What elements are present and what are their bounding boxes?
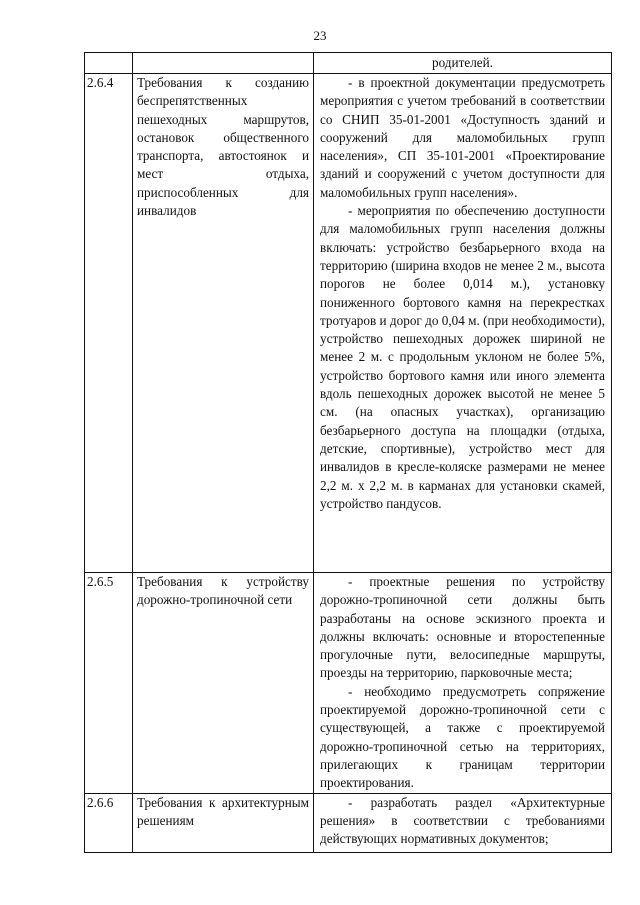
section-title: Требования к созданию беспрепятственных пешеходных маршрутов, остановок общественного транспорта, автостоянок и мест отдыха, приспособленных для инвалидов xyxy=(133,74,314,573)
requirements-table xyxy=(84,52,612,853)
section-text xyxy=(314,74,612,573)
page-number: 23 xyxy=(313,28,327,43)
section-text xyxy=(314,793,612,852)
section-title-cell xyxy=(133,53,314,74)
table-row xyxy=(85,573,612,794)
continuation-text: родителей. xyxy=(432,55,493,70)
section-text-cell xyxy=(314,53,612,74)
section-number: 2.6.6 xyxy=(85,793,133,852)
section-text xyxy=(314,573,612,794)
requirement-paragraph: - в проектной документации предусмотреть мероприятия с учетом требований в соответствии со СНИП 35-01-2001 «Доступность зданий и сооружений для маломобильных групп населения», СП 35-101-2001 «Проектирование зданий и сооружений с учетом доступности для маломобильных групп населения». xyxy=(320,75,605,200)
table-row xyxy=(85,74,612,573)
requirement-paragraph: - разработать раздел «Архитектурные решения» в соответствии с требованиями действующих нормативных документов; xyxy=(320,794,605,847)
table-row-continuation xyxy=(85,53,612,74)
section-number: 2.6.4 xyxy=(85,74,133,573)
section-title: Требования к устройству дорожно-тропиночной сети xyxy=(133,573,314,794)
requirement-paragraph: - проектные решения по устройству дорожно-тропиночной сети должны быть разработаны на основе эскизного проекта и должны включать: основные и второстепенные прогулочные пути, велосипедные маршруты, проезды на территорию, парковочные места; xyxy=(320,574,605,681)
section-number: 2.6.5 xyxy=(85,573,133,794)
requirement-paragraph: - мероприятия по обеспечению доступности для маломобильных групп населения должны включать: устройство безбарьерного входа на территорию (ширина входов не менее 2 м., высота порогов не более 0,014 м.), установку пониженного бортового камня на перекрестках тротуаров и дорог до 0,04 м. (при необходимости), устройство пешеходных дорожек шириной не менее 2 м. с продольным уклоном не более 5%, устройство бортового камня или иного элемента вдоль пешеходных дорожек высотой не менее 5 см. (на опасных участках), организацию безбарьерного доступа на площадки (отдыха, детские, спортивные), устройство мест для инвалидов в кресле-коляске размерами не менее 2,2 м. х 2,2 м. в карманах для установки скамей, устройство пандусов. xyxy=(320,203,605,511)
section-title: Требования к архитектурным решениям xyxy=(133,793,314,852)
table-row xyxy=(85,793,612,852)
section-number-cell xyxy=(85,53,133,74)
requirement-paragraph: - необходимо предусмотреть сопряжение проектируемой дорожно-тропиночной сети с существующей, а также с проектируемой дорожно-тропиночной сетью на территориях, прилегающих к границам территории проектирования. xyxy=(320,683,605,791)
